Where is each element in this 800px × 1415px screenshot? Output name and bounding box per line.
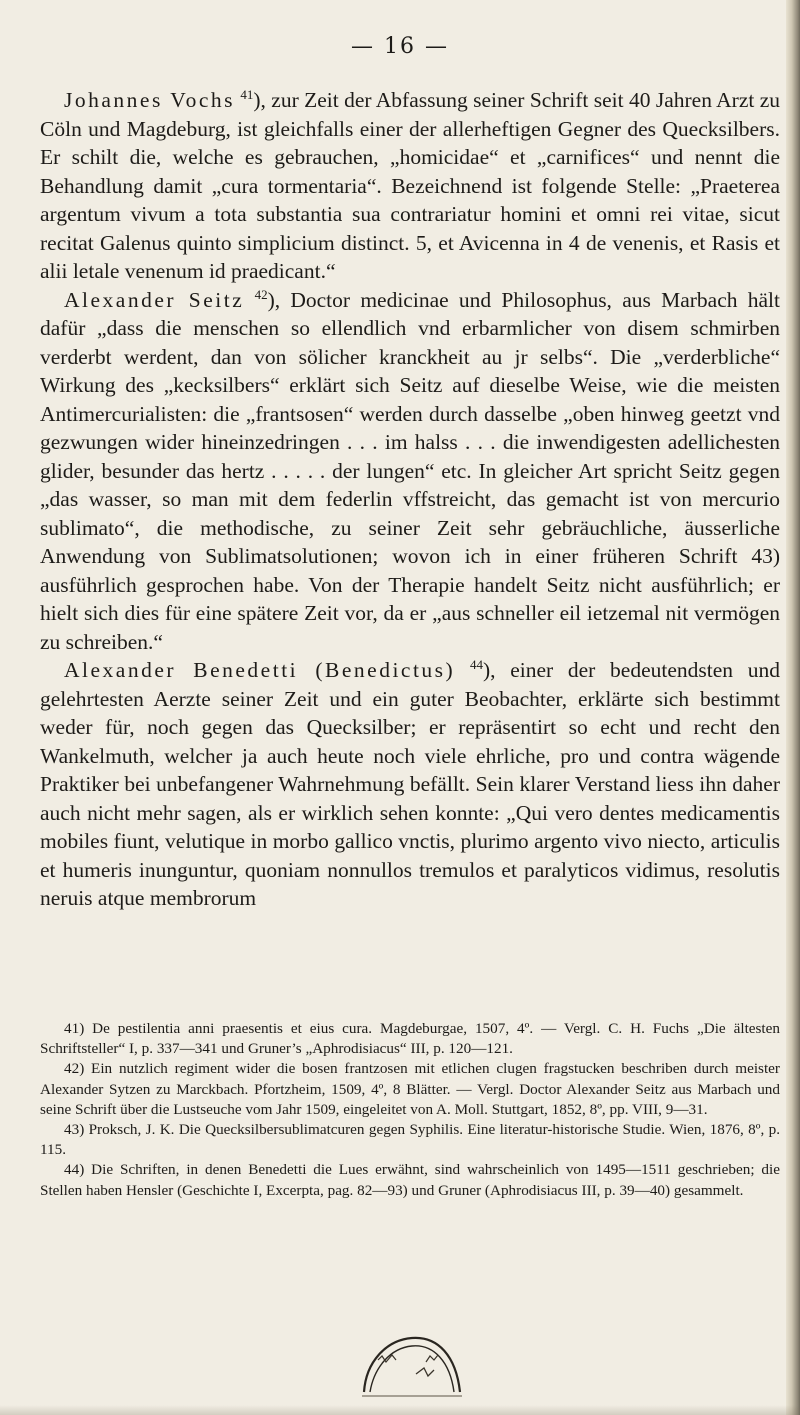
person-name: Johannes Vochs (64, 88, 235, 112)
footnote-42: 42) Ein nutzlich regiment wider die bosen frantzosen mit etlichen clugen fragstucken beschriben durch meister Alexander Sytzen zu Marckbach. Pfortzheim, 1509, 4º, 8 Blätter. — Vergl. Doctor Alexander Seitz aus Marbach und seine Schrift über die Lustseuche vom Jahr 1509, eingeleitet von A. Moll. Stuttgart, 1852, 8º, pp. VIII, 9—31. (40, 1060, 780, 1118)
paragraph-benedetti (40, 656, 780, 913)
main-text (40, 86, 780, 913)
paragraph-seitz (40, 286, 780, 657)
footnote-ref: 41 (240, 87, 254, 102)
library-stamp-icon (356, 1322, 468, 1400)
footnotes (40, 1019, 780, 1201)
footnote-ref: 42 (254, 286, 268, 302)
paragraph-text: ), Doctor medicinae und Philosophus, aus Marbach hält dafür „dass die menschen so ellendlich vnd erbarmlicher von disem schmirben verderbt werdent, dan von sölicher kranckheit au jr selbs“. Die „verderbliche“ Wirkung des „kecksilbers“ erklärt sich Seitz auf dieselbe Weise, wie die meisten Antimercurialisten: die „frantsosen“ werden durch dasselbe „oben hinweg geetzt vnd gezwungen wider hineinzedringen . . . im halss . . . die inwendigesten adellichesten glider, besunder das hertz . . . . . der lungen“ etc. In gleicher Art spricht Seitz gegen „das wasser, so man mit dem federlin vffstreicht, das gemacht ist von mercurio sublimato“, die methodische, zu seiner Zeit sehr gebräuchliche, äusserliche Anwendung von Sublimatsolutionen; wovon ich in einer früheren Schrift 43) ausführlich gesprochen habe. Von der Therapie handelt Seitz nicht ausführlich; er hielt sich dies für eine spätere Zeit vor, da er „aus schneller eil ietzemal nit vermögen zu schreiben.“ (40, 287, 781, 654)
person-name: Alexander Benedetti (Benedictus) (64, 658, 456, 682)
footnote-41: 41) De pestilentia anni praesentis et eius cura. Magdeburgae, 1507, 4º. — Vergl. C. H. Fuchs „Die ältesten Schriftsteller“ I, p. 337—341 und Gruner’s „Aphrodisiacus“ III, p. 120—121. (40, 1020, 780, 1058)
paragraph-text: ), zur Zeit der Abfassung seiner Schrift seit 40 Jahren Arzt zu Cöln und Magdeburg, ist gleichfalls einer der allerheftigen Gegner des Quecksilbers. Er schilt die, welche es gebrauchen, „homicidae“ et „carnifices“ und nennt die Behandlung damit „cura tormentaria“. Bezeichnend ist folgende Stelle: „Praeterea argentum vivum a tota substantia sua contrariatur homini et omni rei vitae, sicut recitat Galenus quinto simplicium distinct. 5, et Avicenna in 4 de venenis, et Rasis et alii letale venenum id praedicant.“ (40, 88, 781, 283)
footnote-44: 44) Die Schriften, in denen Benedetti die Lues erwähnt, sind wahrscheinlich von 1495—1511 geschrieben; die Stellen haben Hensler (Geschichte I, Excerpta, pag. 82—93) und Gruner (Aphrodisiacus III, p. 39—40) gesammelt. (40, 1161, 780, 1199)
paragraph-text: ), einer der bedeutendsten und gelehrtesten Aerzte seiner Zeit und ein guter Beobachter, erklärte sich bestimmt weder für, noch gegen das Quecksilber; er repräsentirt so echt und recht den Wankelmuth, welcher ja auch heute noch viele ehrliche, pro und contra wägende Praktiker bei unbefangener Wahrnehmung befällt. Sein klarer Verstand liess ihn daher auch nicht mehr sagen, als er wirklich sehen konnte: „Qui vero dentes medicamentis mobiles fiunt, velutique in morbo gallico vnctis, plurimo argento vivo niecto, articulis et humeris inunguntur, quoniam nonnullos tremulos et paralyticos vidimus, resolutis neruis atque membrorum (40, 658, 780, 910)
page-bottom-shadow (0, 1405, 800, 1415)
paragraph-vochs (40, 86, 780, 286)
footnote-ref: 44 (469, 657, 483, 672)
footnote-43: 43) Proksch, J. K. Die Quecksilbersublimatcuren gegen Syphilis. Eine literatur-historische Studie. Wien, 1876, 8º, p. 115. (40, 1121, 780, 1159)
page-edge-shadow (786, 0, 800, 1415)
person-name: Alexander Seitz (64, 287, 245, 312)
page-number: — 16 — (351, 34, 449, 59)
